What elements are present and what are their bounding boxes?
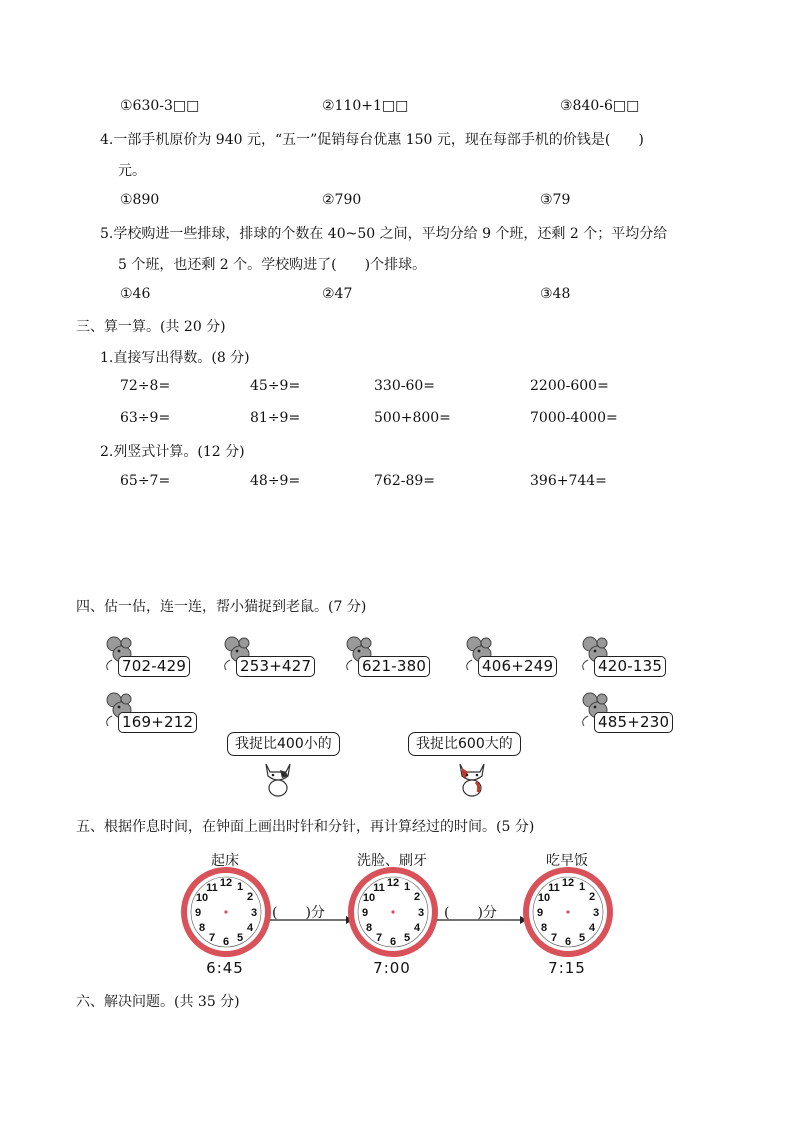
svg-text:5: 5: [403, 932, 411, 944]
vertical-calc-item: 48÷9=: [250, 473, 301, 489]
q5-option-1: ①46: [120, 286, 151, 302]
cat-left-speech-bubble: 我捉比400小的: [227, 732, 340, 756]
svg-text:9: 9: [536, 907, 544, 919]
svg-text:9: 9: [361, 907, 369, 919]
svg-text:12: 12: [386, 877, 400, 889]
svg-text:4: 4: [413, 922, 421, 934]
q5-text-line2: 5 个班，也还剩 2 个。学校购进了( )个排球。: [118, 257, 427, 273]
svg-text:6: 6: [389, 936, 397, 948]
clock-3-title: 吃早饭: [546, 853, 588, 869]
svg-text:12: 12: [219, 877, 233, 889]
section4-title: 四、估一估，连一连，帮小猫捉到老鼠。(7 分): [76, 599, 367, 615]
q4-option-2: ②790: [322, 192, 362, 208]
q4-option-3: ③79: [540, 192, 571, 208]
vertical-calc-item: 762-89=: [374, 473, 435, 489]
svg-text:5: 5: [578, 932, 586, 944]
cat-right-speech-bubble: 我捉比600大的: [408, 732, 521, 756]
svg-text:7: 7: [550, 932, 558, 944]
svg-text:1: 1: [403, 881, 411, 893]
svg-text:1: 1: [236, 881, 244, 893]
svg-text:8: 8: [540, 922, 548, 934]
elapsed-minutes-blank-1[interactable]: ( )分: [272, 905, 325, 921]
svg-text:12: 12: [561, 877, 575, 889]
mouse-card[interactable]: [222, 634, 314, 680]
clock-2-time: 7:00: [373, 959, 411, 977]
clock-face-3[interactable]: [526, 870, 610, 954]
svg-text:11: 11: [206, 882, 218, 894]
vertical-calc-item: 65÷7=: [120, 473, 171, 489]
svg-text:10: 10: [195, 892, 209, 904]
mouse-card[interactable]: [464, 634, 556, 680]
elapsed-minutes-blank-2[interactable]: ( )分: [444, 905, 497, 921]
section3-sub2: 2.列竖式计算。(12 分): [100, 444, 245, 460]
q5-option-3: ③48: [540, 286, 571, 302]
q3-option-2: ②110+1□□: [322, 98, 409, 114]
svg-text:2: 2: [246, 891, 254, 903]
q3-option-1: ①630-3□□: [120, 98, 200, 114]
clock-face-2[interactable]: [351, 870, 435, 954]
cat-right-icon[interactable]: [452, 758, 492, 798]
q5-text-line1: 5.学校购进一些排球，排球的个数在 40~50 之间，平均分给 9 个班，还剩 2 个；平均分给: [100, 226, 668, 242]
svg-text:7: 7: [375, 932, 383, 944]
mouse-card[interactable]: [580, 634, 672, 680]
q3-option-3: ③840-6□□: [560, 98, 640, 114]
calc-item: 81÷9=: [250, 410, 301, 426]
mouse-card[interactable]: [344, 634, 436, 680]
svg-text:8: 8: [365, 922, 373, 934]
mouse-expression: 485+230: [594, 712, 673, 733]
clock-1-title: 起床: [211, 853, 239, 869]
calc-item: 72÷8=: [120, 378, 171, 394]
mouse-expression: 169+212: [118, 712, 197, 733]
svg-text:10: 10: [537, 892, 551, 904]
svg-text:4: 4: [588, 922, 596, 934]
svg-text:6: 6: [564, 936, 572, 948]
svg-text:3: 3: [250, 907, 258, 919]
mouse-expression: 702-429: [118, 656, 190, 677]
svg-text:6: 6: [222, 936, 230, 948]
q4-text-line1: 4.一部手机原价为 940 元，“五一”促销每台优惠 150 元，现在每部手机的价钱是( ): [100, 132, 644, 148]
section3-sub1: 1.直接写出得数。(8 分): [100, 350, 250, 366]
mouse-card[interactable]: [104, 690, 196, 736]
clock-3-time: 7:15: [548, 959, 586, 977]
svg-text:10: 10: [362, 892, 376, 904]
svg-text:5: 5: [236, 932, 244, 944]
cat-left-icon[interactable]: [258, 758, 298, 798]
svg-text:11: 11: [373, 882, 385, 894]
svg-text:3: 3: [592, 907, 600, 919]
svg-text:3: 3: [417, 907, 425, 919]
svg-text:4: 4: [246, 922, 254, 934]
svg-text:8: 8: [198, 922, 206, 934]
calc-item: 7000-4000=: [530, 410, 618, 426]
mouse-expression: 406+249: [478, 656, 557, 677]
svg-text:1: 1: [578, 881, 586, 893]
clock-face-1[interactable]: [184, 870, 268, 954]
clock-1-time: 6:45: [206, 959, 244, 977]
section5-title: 五、根据作息时间，在钟面上画出时针和分针，再计算经过的时间。(5 分): [76, 819, 535, 835]
svg-text:7: 7: [208, 932, 216, 944]
mouse-expression: 420-135: [594, 656, 666, 677]
calc-item: 500+800=: [374, 410, 451, 426]
calc-item: 330-60=: [374, 378, 435, 394]
vertical-calc-item: 396+744=: [530, 473, 607, 489]
svg-text:2: 2: [413, 891, 421, 903]
section6-title: 六、解决问题。(共 35 分): [76, 994, 240, 1010]
clock-2-title: 洗脸、刷牙: [357, 853, 427, 869]
mouse-expression: 253+427: [236, 656, 315, 677]
mouse-card[interactable]: [580, 690, 672, 736]
svg-text:2: 2: [588, 891, 596, 903]
svg-text:11: 11: [548, 882, 560, 894]
mouse-expression: 621-380: [358, 656, 430, 677]
calc-item: 45÷9=: [250, 378, 301, 394]
calc-item: 2200-600=: [530, 378, 609, 394]
q4-option-1: ①890: [120, 192, 160, 208]
q5-option-2: ②47: [322, 286, 353, 302]
section3-title: 三、算一算。(共 20 分): [76, 319, 226, 335]
mouse-card[interactable]: [104, 634, 196, 680]
q4-text-line2: 元。: [118, 163, 146, 179]
clock-diagram: [170, 864, 630, 964]
svg-text:9: 9: [194, 907, 202, 919]
calc-item: 63÷9=: [120, 410, 171, 426]
